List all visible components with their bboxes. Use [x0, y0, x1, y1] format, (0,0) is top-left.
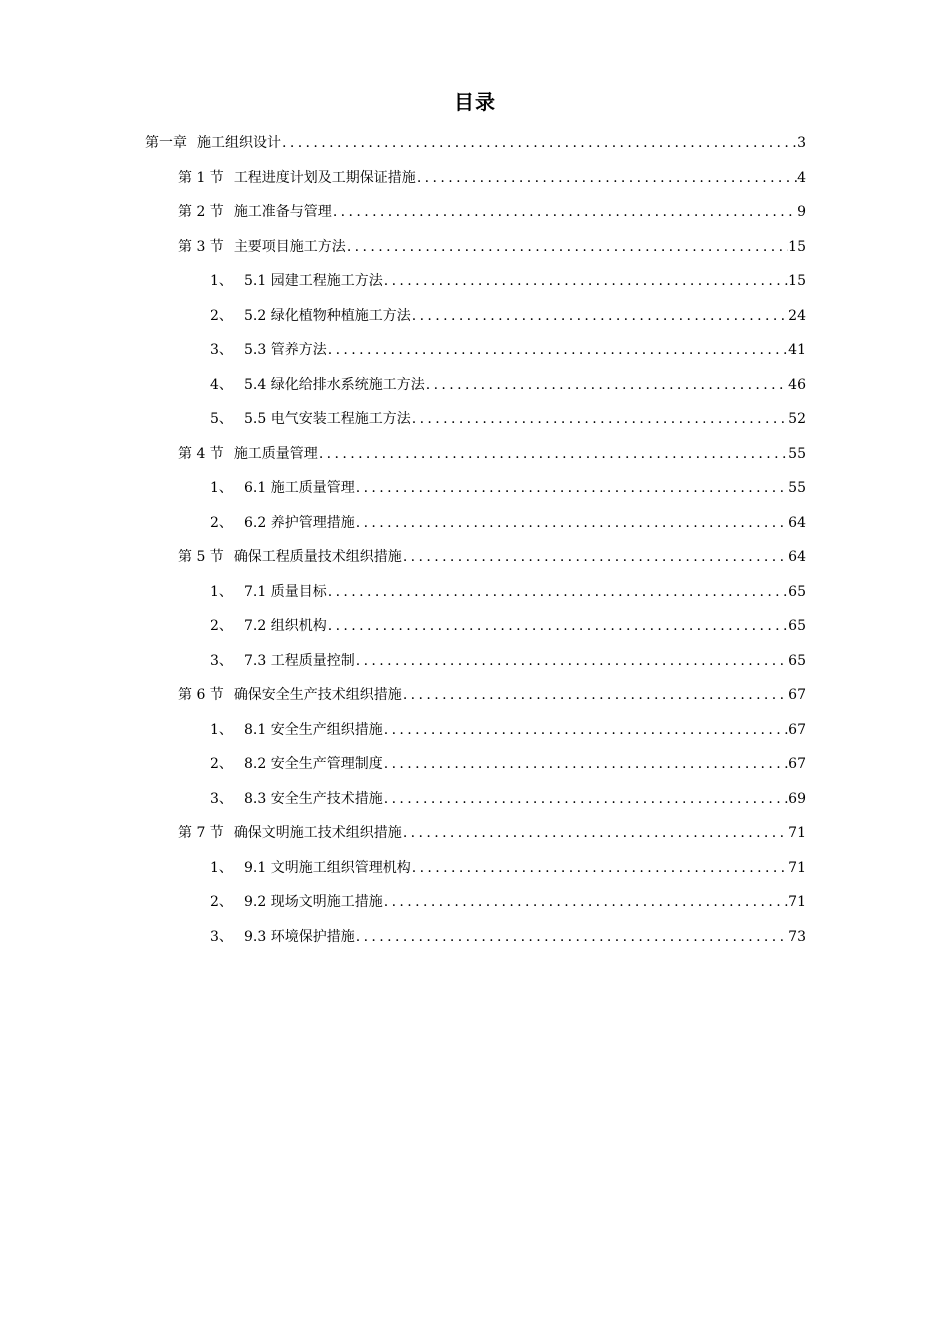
toc-entry-number: 1、	[210, 273, 233, 290]
toc-entry-number: 第 5 节	[178, 549, 224, 566]
toc-entry-subsection[interactable]	[0, 747, 950, 782]
toc-entry-text: 确保文明施工技术组织措施	[233, 825, 402, 842]
toc-title: 目录	[454, 90, 496, 114]
dot-leader	[383, 892, 788, 912]
toc-entry-page: 67	[788, 721, 806, 738]
dot-leader	[327, 340, 788, 360]
toc-entry-number: 3、	[210, 790, 233, 807]
toc-entry-page: 55	[788, 480, 806, 497]
toc-entry-number: 1、	[210, 480, 233, 497]
dot-leader	[416, 168, 797, 188]
toc-entry-subsection[interactable]	[0, 506, 950, 541]
toc-entry-text: 7.1 质量目标	[244, 583, 327, 600]
dot-leader	[318, 444, 788, 464]
dot-leader	[402, 685, 788, 705]
toc-entry-number: 3、	[210, 342, 233, 359]
toc-entry-number: 第 7 节	[178, 825, 224, 842]
toc-entry-subsection[interactable]	[0, 644, 950, 679]
toc-entry-page: 4	[797, 169, 806, 186]
toc-entry-page: 71	[788, 894, 806, 911]
toc-entry-number: 4、	[210, 376, 233, 393]
toc-entry-number: 第 6 节	[178, 687, 224, 704]
toc-entry-subsection[interactable]	[0, 368, 950, 403]
toc-entry-text: 5.4 绿化给排水系统施工方法	[244, 376, 425, 393]
toc-entry-text: 5.1 园建工程施工方法	[244, 273, 383, 290]
toc-entry-number: 第 1 节	[178, 169, 224, 186]
toc-entry-number: 第 2 节	[178, 204, 224, 221]
toc-entry-section[interactable]	[0, 161, 950, 196]
toc-entry-text: 施工组织设计	[197, 135, 281, 152]
toc-entry-page: 64	[788, 514, 806, 531]
toc-entry-number: 2、	[210, 307, 233, 324]
toc-entry-subsection[interactable]	[0, 920, 950, 955]
toc-entry-text: 8.2 安全生产管理制度	[244, 756, 383, 773]
dot-leader	[411, 858, 788, 878]
toc-entry-page: 67	[788, 756, 806, 773]
toc-entry-text: 确保安全生产技术组织措施	[233, 687, 402, 704]
dot-leader	[355, 478, 788, 498]
toc-entry-subsection[interactable]	[0, 885, 950, 920]
toc-entry-page: 41	[788, 342, 806, 359]
toc-entry-number: 2、	[210, 894, 233, 911]
toc-entry-subsection[interactable]	[0, 264, 950, 299]
toc-entry-number: 第 3 节	[178, 238, 224, 255]
toc-entry-text: 9.1 文明施工组织管理机构	[244, 859, 411, 876]
dot-leader	[383, 720, 788, 740]
toc-entry-page: 24	[788, 307, 806, 324]
toc-entry-number: 2、	[210, 514, 233, 531]
toc-entry-chapter[interactable]	[0, 126, 950, 161]
toc-entry-page: 9	[797, 204, 806, 221]
dot-leader	[425, 375, 788, 395]
toc-entry-subsection[interactable]	[0, 333, 950, 368]
toc-entry-page: 73	[788, 928, 806, 945]
toc-entry-text: 8.1 安全生产组织措施	[244, 721, 383, 738]
toc-entry-text: 施工质量管理	[233, 445, 318, 462]
toc-entry-page: 52	[788, 411, 806, 428]
toc-entry-page: 71	[788, 859, 806, 876]
toc-entry-subsection[interactable]	[0, 609, 950, 644]
toc-entry-subsection[interactable]	[0, 402, 950, 437]
dot-leader	[355, 927, 788, 947]
toc-entry-page: 15	[788, 273, 806, 290]
toc-entry-number: 5、	[210, 411, 233, 428]
dot-leader	[327, 616, 788, 636]
toc-entry-number: 1、	[210, 859, 233, 876]
toc-entry-text: 7.3 工程质量控制	[244, 652, 355, 669]
toc-entry-text: 9.3 环境保护措施	[244, 928, 355, 945]
toc-entry-number: 2、	[210, 618, 233, 635]
toc-entry-text: 5.5 电气安装工程施工方法	[244, 411, 411, 428]
toc-entry-subsection[interactable]	[0, 713, 950, 748]
toc-entry-number: 第 4 节	[178, 445, 224, 462]
dot-leader	[411, 409, 788, 429]
toc-entry-page: 15	[788, 238, 806, 255]
dot-leader	[327, 582, 788, 602]
dot-leader	[402, 823, 788, 843]
toc-entry-number: 2、	[210, 756, 233, 773]
dot-leader	[383, 789, 788, 809]
toc-entry-page: 64	[788, 549, 806, 566]
toc-entry-text: 确保工程质量技术组织措施	[233, 549, 402, 566]
toc-entry-number: 第一章	[145, 135, 187, 152]
toc-entry-number: 1、	[210, 583, 233, 600]
dot-leader	[281, 133, 797, 153]
toc-entry-text: 9.2 现场文明施工措施	[244, 894, 383, 911]
toc-entry-page: 69	[788, 790, 806, 807]
toc-entry-page: 3	[797, 135, 806, 152]
table-of-contents	[0, 126, 950, 954]
toc-entry-text: 工程进度计划及工期保证措施	[233, 169, 416, 186]
toc-entry-page: 67	[788, 687, 806, 704]
toc-entry-number: 1、	[210, 721, 233, 738]
toc-entry-page: 65	[788, 583, 806, 600]
toc-entry-number: 3、	[210, 652, 233, 669]
dot-leader	[383, 271, 788, 291]
toc-entry-number: 3、	[210, 928, 233, 945]
dot-leader	[355, 513, 788, 533]
dot-leader	[383, 754, 788, 774]
toc-entry-text: 施工准备与管理	[233, 204, 332, 221]
toc-entry-text: 6.1 施工质量管理	[244, 480, 355, 497]
toc-entry-text: 8.3 安全生产技术措施	[244, 790, 383, 807]
dot-leader	[402, 547, 788, 567]
toc-entry-section[interactable]	[0, 437, 950, 472]
toc-entry-page: 65	[788, 618, 806, 635]
toc-entry-text: 5.2 绿化植物种植施工方法	[244, 307, 411, 324]
toc-entry-subsection[interactable]	[0, 782, 950, 817]
toc-entry-page: 71	[788, 825, 806, 842]
toc-entry-text: 7.2 组织机构	[244, 618, 327, 635]
toc-entry-subsection[interactable]	[0, 299, 950, 334]
toc-entry-text: 6.2 养护管理措施	[244, 514, 355, 531]
toc-entry-text: 主要项目施工方法	[233, 238, 346, 255]
toc-entry-section[interactable]	[0, 678, 950, 713]
dot-leader	[332, 202, 797, 222]
toc-entry-page: 65	[788, 652, 806, 669]
dot-leader	[346, 237, 788, 257]
toc-entry-subsection[interactable]	[0, 575, 950, 610]
dot-leader	[355, 651, 788, 671]
toc-entry-page: 46	[788, 376, 806, 393]
toc-entry-section[interactable]	[0, 230, 950, 265]
toc-entry-text: 5.3 管养方法	[244, 342, 327, 359]
toc-entry-section[interactable]	[0, 816, 950, 851]
toc-entry-page: 55	[788, 445, 806, 462]
dot-leader	[411, 306, 788, 326]
toc-entry-section[interactable]	[0, 540, 950, 575]
toc-entry-subsection[interactable]	[0, 851, 950, 886]
toc-entry-section[interactable]	[0, 195, 950, 230]
toc-entry-subsection[interactable]	[0, 471, 950, 506]
